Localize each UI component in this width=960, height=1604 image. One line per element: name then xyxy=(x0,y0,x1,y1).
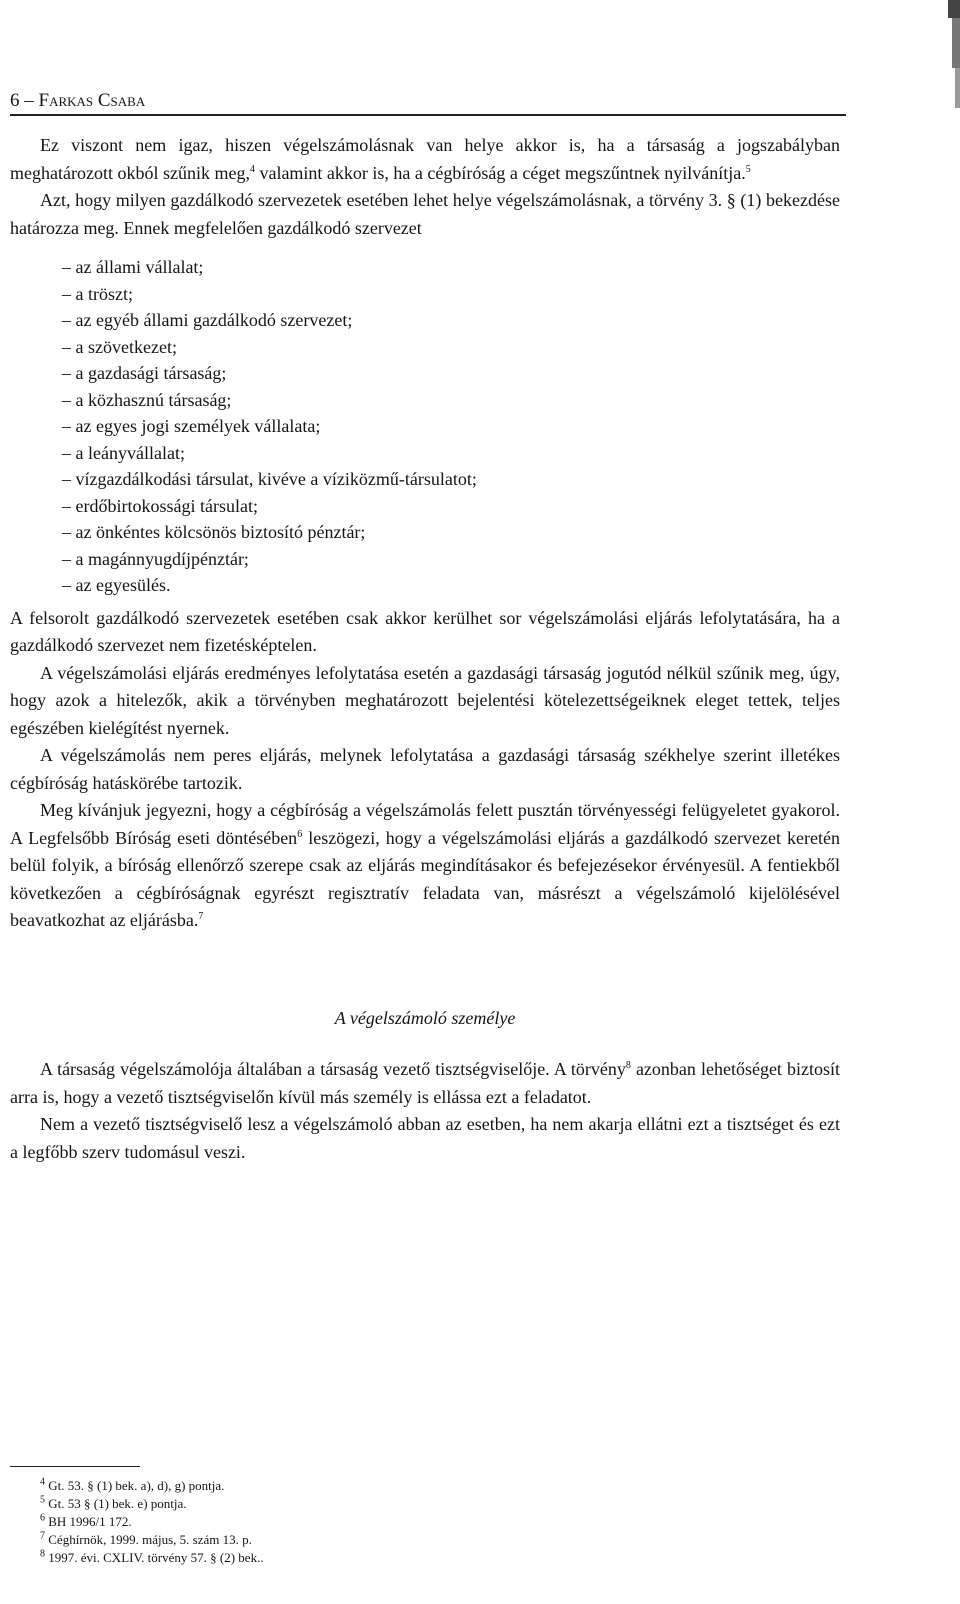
list-item: – erdőbirtokossági társulat; xyxy=(62,493,840,520)
paragraph: A felsorolt gazdálkodó szervezetek esetében csak akkor kerülhet sor végelszámolási eljárás lefolytatására, ha a gazdálkodó szervezet nem fizetésképtelen. xyxy=(10,607,840,655)
footnote-ref-7: 7 xyxy=(198,911,204,922)
list-item: – az állami vállalat; xyxy=(62,254,840,281)
footnote: $^6$ BH 1996/1 172. xyxy=(40,1512,132,1529)
list-item: – a közhasznú társaság; xyxy=(62,387,840,414)
list-item: – a magánnyugdíjpénztár; xyxy=(62,546,840,573)
list-item: – az egyesülés. xyxy=(62,572,840,599)
page-number: 6 xyxy=(10,90,20,111)
list-item: – a szövetkezet; xyxy=(62,334,840,361)
footnote-divider xyxy=(10,1466,140,1467)
main-text xyxy=(10,132,840,1166)
header-author: Farkas Csaba xyxy=(38,90,146,111)
section-heading: A végelszámoló személye xyxy=(334,1007,516,1028)
footnote-ref-4: 4 xyxy=(249,163,255,175)
paragraph: A végelszámolási eljárás eredményes lefolytatása esetén a gazdasági társaság jogutód nélkül szűnik meg, úgy, hogy azok a hitelezők, akik a törvényben meghatározott bejelentési kötelezettségeiknek eleget tettek, teljes egészében kielégítést nyernek. xyxy=(10,662,840,738)
list-item: – az egyéb állami gazdálkodó szervezet; xyxy=(62,307,840,334)
list-item: – az egyes jogi személyek vállalata; xyxy=(62,413,840,440)
footnote-ref-8: 8 xyxy=(625,1060,631,1071)
scan-edge-artifact xyxy=(938,0,960,110)
footnote-ref-6: 6 xyxy=(297,828,303,840)
list-item: – a gazdasági társaság; xyxy=(62,360,840,387)
organization-list xyxy=(62,254,840,599)
paragraph: Nem a vezető tisztségviselő lesz a végelszámoló abban az esetben, ha nem akarja ellátni ezt a tisztséget és ezt a legfőbb szerv tudomásul veszi. xyxy=(10,1114,840,1162)
list-item: – a tröszt; xyxy=(62,281,840,308)
paragraph: Meg kívánjuk jegyezni, hogy a cégbíróság a végelszámolás felett pusztán törvényességi felügyeletet gyakorol. A Legfelsőbb Bíróság eseti döntésében$^6$ leszögezi, hogy a végelszámolási eljárás a gazdálkodó szervezet keretén belül folyik, a bíróság ellenőrző szerepe csak az eljárás megindításakor és befejezésekor érvényesül. A fentiekből következően a cégbíróságnak egyrészt regisztratív feladata van, másrészt a végelszámoló kijelölésével beavatkozhat az eljárásba.$^7$ xyxy=(10,800,840,930)
paragraph: Ez viszont nem igaz, hiszen végelszámolásnak van helye akkor is, ha a társaság a jogszabályban meghatározott okból szűnik meg,$^4$ valamint akkor is, ha a cégbíróság a céget megszűntnek nyilvánítja.$^5$ xyxy=(10,135,840,183)
paragraph: Azt, hogy milyen gazdálkodó szervezetek esetében lehet helye végelszámolásnak, a törvény 3. § (1) bekezdése határozza meg. Ennek megfelelően gazdálkodó szervezet xyxy=(10,190,840,238)
header-dash: – xyxy=(19,90,39,111)
footnote-ref-5: 5 xyxy=(745,163,751,175)
paragraph: A végelszámolás nem peres eljárás, melynek lefolytatása a gazdasági társaság székhelye szerint illetékes cégbíróság hatáskörébe tartozik. xyxy=(10,745,840,793)
footnote: $^8$ 1997. évi. CXLIV. törvény 57. § (2) bek.. xyxy=(40,1548,264,1565)
list-item: – az önkéntes kölcsönös biztosító pénztár; xyxy=(62,519,840,546)
list-item: – a leányvállalat; xyxy=(62,440,840,467)
footnote: $^4$ Gt. 53. § (1) bek. a), d), g) pontja. xyxy=(40,1476,225,1493)
paragraph: A társaság végelszámolója általában a társaság vezető tisztségviselője. A törvény$^8$ azonban lehetőséget biztosít arra is, hogy a vezető tisztségviselőn kívül más személy is ellássa ezt a feladatot. xyxy=(10,1059,840,1107)
list-item: – vízgazdálkodási társulat, kivéve a víziközmű-társulatot; xyxy=(62,466,840,493)
running-header xyxy=(10,90,846,116)
footnotes xyxy=(10,1466,840,1567)
footnote: $^5$ Gt. 53 § (1) bek. e) pontja. xyxy=(40,1494,187,1511)
footnote: $^7$ Céghírnök, 1999. május, 5. szám 13. p. xyxy=(40,1530,252,1547)
